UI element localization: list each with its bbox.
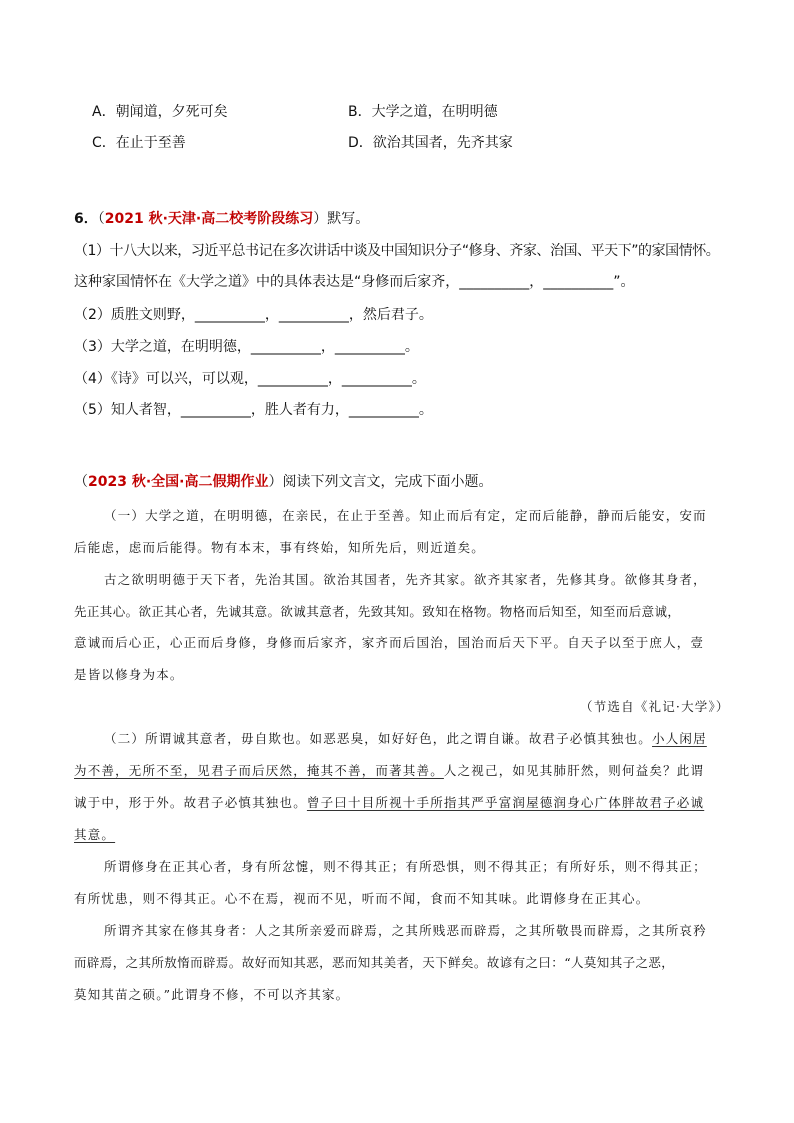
passage-3-line-1-text: （二）所谓诚其意者，毋自欺也。如恶恶臭，如好好色，此之谓自谦。故君子必慎其独也。: [104, 731, 653, 746]
reading-intro: ）阅读下列文言文，完成下面小题。: [268, 474, 493, 490]
passage-2-line-3: 意诚而后心正，心正而后身修，身修而后家齐，家齐而后国治，国治而后天下平。自天子以至于庶人，壹: [74, 635, 705, 650]
passage-1-line-2: 后能虑，虑而后能得。物有本末，事有终始，知所先后，则近道矣。: [74, 540, 486, 555]
question-number: 6．: [74, 211, 98, 227]
source-paren-close: ）默写。: [313, 211, 370, 227]
q6-item-1-line-2: 这种家国情怀在《大学之道》中的具体表达是“身修而后家齐，__________，__________”。: [74, 274, 635, 290]
option-b: B．大学之道，在明明德: [348, 104, 498, 120]
passage-3-line-3: [74, 793, 704, 811]
passage-3-line-2-text: 人之视己，如见其肺肝然，则何益矣？此谓: [443, 763, 705, 778]
q6-item-2: （2）质胜文则野，__________，__________，然后君子。: [74, 307, 433, 323]
source-paren-open: （: [97, 211, 105, 227]
option-a: A．朝闻道，夕死可矣: [92, 104, 228, 120]
q6-item-5: （5）知人者智，__________，胜人者有力，__________。: [74, 402, 433, 418]
passage-4-line-2: 有所忧患，则不得其正。心不在焉，视而不见，听而不闻，食而不知其味。此谓修身在正其心。: [74, 891, 650, 906]
passage-3-line-3-text: 诚于中，形于外。故君子必慎其独也。: [74, 795, 307, 810]
passage-5-line-2: 而辟焉，之其所敖惰而辟焉。故好而知其恶，恶而知其美者，天下鲜矣。故谚有之曰：“人莫知其子之恶，: [74, 955, 675, 970]
passage-3-line-1: [104, 729, 707, 747]
passage-1-line-1: （一）大学之道，在明明德，在亲民，在止于至善。知止而后有定，定而后能静，静而后能安，安而: [104, 508, 707, 523]
passage-3-line-4: 其意。: [74, 827, 116, 842]
reading-header: [74, 471, 492, 491]
passage-3-line-2: [74, 761, 704, 779]
passage-2-line-1: 古之欲明明德于天下者，先治其国。欲治其国者，先齐其家。欲齐其家者，先修其身。欲修其身者，: [104, 572, 707, 587]
passage-2-line-2: 先正其心。欲正其心者，先诚其意。欲诚其意者，先致其知。致知在格物。物格而后知至，知至而后意诚，: [74, 604, 681, 619]
option-d: D．欲治其国者，先齐其家: [348, 135, 513, 151]
q6-item-4: （4）《诗》可以兴，可以观，__________，__________。: [74, 371, 426, 387]
passage-5-line-1: 所谓齐其家在修其身者：人之其所亲爱而辟焉，之其所贱恶而辟焉，之其所敬畏而辟焉，之其所哀矜: [104, 923, 707, 938]
passage-2-line-4: 是皆以修身为本。: [74, 667, 184, 682]
citation: （节选自《礼记·大学》）: [580, 699, 730, 714]
passage-5-line-3: 莫知其苗之硕。”此谓身不修，不可以齐其家。: [74, 987, 350, 1002]
q6-item-3: （3）大学之道，在明明德，__________，__________。: [74, 339, 419, 355]
q6-item-1-line-1: （1）十八大以来，习近平总书记在多次讲话中谈及中国知识分子“修身、齐家、治国、平天下”的家国情怀。: [74, 243, 720, 259]
underlined-text: 小人闲居: [652, 731, 707, 746]
underlined-text: 曾子曰十目所视十手所指其严乎富润屋德润身心广体胖故君子必诚: [306, 795, 705, 810]
passage-4-line-1: 所谓修身在正其心者，身有所忿懥，则不得其正；有所恐惧，则不得其正；有所好乐，则不得其正；: [104, 859, 707, 874]
option-c: C．在止于至善: [92, 135, 186, 151]
reading-source: 2023 秋·全国·高二假期作业: [88, 474, 269, 490]
reading-paren-open: （: [74, 474, 88, 490]
question-source: 2021 秋·天津·高二校考阶段练习: [104, 211, 314, 227]
question-6-header: [74, 208, 369, 228]
underlined-text: 为不善，无所不至，见君子而后厌然，掩其不善，而著其善。: [74, 763, 444, 778]
